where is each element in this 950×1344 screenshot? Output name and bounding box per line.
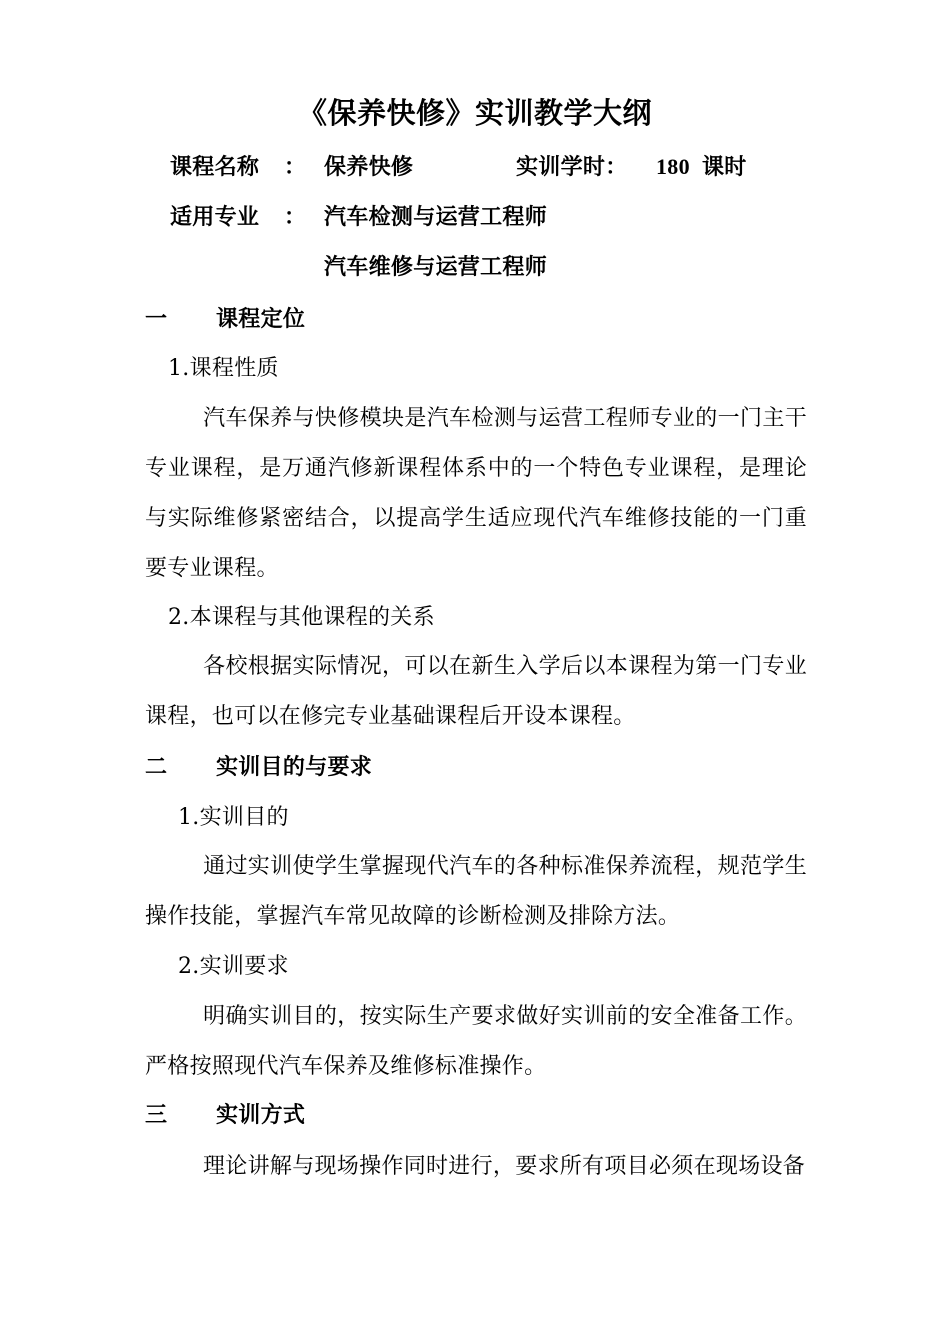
section-2-subheading-2: 2.实训要求 bbox=[178, 954, 289, 979]
course-name-value: 保养快修 bbox=[324, 154, 414, 180]
major-colon: ： bbox=[284, 204, 307, 230]
section-3-heading: 实训方式 bbox=[216, 1102, 306, 1128]
course-name-label: 课程名称 bbox=[170, 154, 260, 180]
section-1-subheading-2: 2.本课程与其他课程的关系 bbox=[168, 605, 435, 630]
section-1-paragraph-2 bbox=[145, 642, 807, 742]
hours-value: 180 bbox=[656, 154, 690, 179]
major-label: 适用专业 bbox=[170, 204, 260, 230]
section-1-subheading-1: 1.课程性质 bbox=[168, 356, 279, 381]
section-1-paragraph-1-text: 汽车保养与快修模块是汽车检测与运营工程师专业的一门主干专业课程，是万通汽修新课程体系中的一个特色专业课程，是理论与实际维修紧密结合，以提高学生适应现代汽车维修技能的一门重要专业课程。 bbox=[145, 406, 807, 581]
section-2-number: 二 bbox=[145, 754, 168, 780]
section-2-paragraph-1-text: 通过实训使学生掌握现代汽车的各种标准保养流程，规范学生操作技能，掌握汽车常见故障的诊断检测及排除方法。 bbox=[145, 854, 807, 929]
section-2-heading: 实训目的与要求 bbox=[216, 754, 373, 780]
section-1-heading: 课程定位 bbox=[216, 306, 306, 332]
section-2-paragraph-1 bbox=[145, 842, 807, 942]
hours-label: 实训学时： bbox=[516, 154, 628, 180]
section-1-paragraph-2-text: 各校根据实际情况，可以在新生入学后以本课程为第一门专业课程，也可以在修完专业基础课程后开设本课程。 bbox=[145, 654, 807, 729]
course-name-colon: ： bbox=[284, 154, 307, 180]
section-1-number: 一 bbox=[145, 306, 168, 332]
hours-unit: 课时 bbox=[702, 154, 747, 180]
section-3-paragraph-1 bbox=[145, 1142, 807, 1192]
document-title: 《保养快修》实训教学大纲 bbox=[297, 96, 652, 130]
major-value-1: 汽车检测与运营工程师 bbox=[324, 204, 548, 230]
section-3-paragraph-1-text: 理论讲解与现场操作同时进行，要求所有项目必须在现场设备 bbox=[203, 1154, 806, 1179]
major-value-2: 汽车维修与运营工程师 bbox=[324, 254, 548, 280]
section-2-paragraph-2 bbox=[145, 992, 807, 1092]
section-3-number: 三 bbox=[145, 1102, 168, 1128]
section-2-paragraph-2-text: 明确实训目的，按实际生产要求做好实训前的安全准备工作。严格按照现代汽车保养及维修标准操作。 bbox=[145, 1004, 807, 1079]
section-1-paragraph-1 bbox=[145, 394, 807, 594]
section-2-subheading-1: 1.实训目的 bbox=[178, 805, 289, 830]
